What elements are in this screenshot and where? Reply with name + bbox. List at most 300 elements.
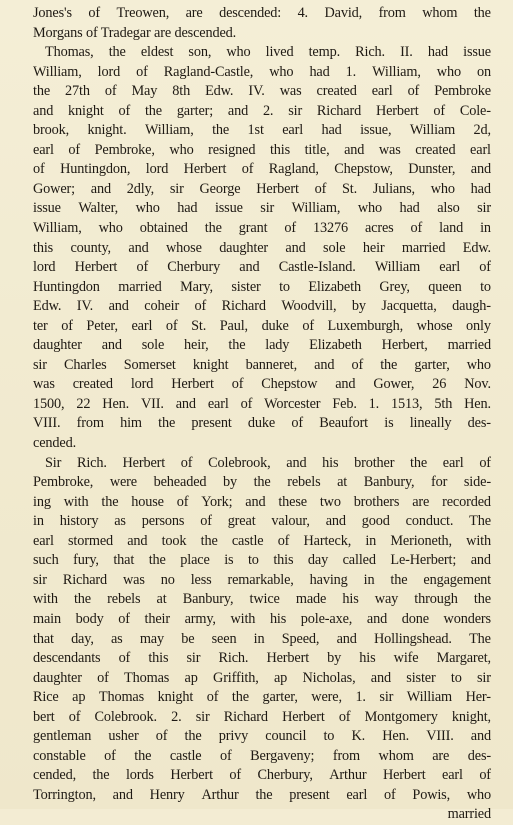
word: William,: [291, 200, 341, 217]
word: Richard: [316, 102, 362, 119]
word: Walter,: [78, 200, 119, 217]
word: constable: [33, 747, 86, 764]
word: of: [33, 161, 45, 178]
word: earl: [131, 317, 153, 334]
word: IV.: [248, 83, 265, 100]
word: Huntingdon,: [60, 161, 131, 178]
word: 13276: [312, 220, 348, 237]
word: William,: [372, 63, 421, 80]
word: pole-axe,: [300, 610, 353, 627]
word: grant: [238, 220, 268, 237]
word: history: [59, 513, 99, 530]
word: ap: [273, 669, 288, 686]
word: through: [414, 591, 458, 608]
word: castle: [169, 747, 202, 764]
word: Thomas: [124, 669, 170, 686]
word: created: [415, 141, 456, 158]
word: lords: [125, 767, 154, 784]
text-line: [33, 199, 491, 219]
word: sir: [33, 571, 47, 588]
word: Cole-: [459, 102, 491, 119]
word: lord: [130, 376, 154, 393]
word: Pembroke: [434, 83, 491, 100]
word: Herbert: [183, 161, 227, 178]
word: this: [269, 141, 291, 158]
word: Castle-Island.: [278, 259, 356, 276]
word: the: [410, 454, 428, 471]
word: Rich.: [76, 454, 107, 471]
word: Charles: [63, 356, 107, 373]
word: privy: [218, 728, 249, 745]
word: at: [156, 591, 167, 608]
word: called: [342, 552, 376, 569]
text-line: [33, 317, 491, 337]
word: daughter: [33, 669, 82, 686]
word: Hollingshead.: [373, 630, 452, 647]
word: the: [390, 571, 408, 588]
word: who: [135, 200, 160, 217]
word: 1st: [247, 122, 264, 139]
word: Herbert: [171, 376, 214, 393]
word: that: [113, 552, 135, 569]
word: temp.: [308, 44, 341, 61]
word: of: [68, 141, 81, 158]
word: took: [161, 532, 187, 549]
word: at: [337, 474, 348, 491]
word: of: [231, 376, 244, 393]
word: of: [338, 708, 351, 725]
word: ap: [72, 689, 86, 706]
word: and: [245, 493, 266, 510]
word: this: [273, 552, 294, 569]
text-line: [33, 278, 491, 298]
word: II.: [400, 44, 413, 61]
word: Rich.: [355, 44, 385, 61]
word: Luxemburgh,: [327, 317, 404, 334]
word: was: [378, 141, 401, 158]
word: sir: [260, 200, 275, 217]
word: 1.: [355, 689, 366, 706]
word: for: [431, 474, 448, 491]
word: earl: [207, 395, 229, 412]
word: Herbert: [382, 767, 426, 784]
text-line: [33, 395, 491, 415]
word: may: [139, 630, 164, 647]
word: also: [437, 200, 460, 217]
word: Herbert: [74, 259, 118, 276]
word: 4.: [297, 5, 308, 21]
text-line: [33, 551, 491, 571]
word: be: [181, 630, 195, 647]
word: earl: [439, 259, 461, 276]
word: descended:: [219, 5, 282, 21]
text-line: [33, 727, 491, 747]
word: Banbury,: [363, 474, 415, 491]
word: sir: [477, 200, 491, 217]
word: St.: [191, 317, 207, 334]
word: York;: [201, 493, 233, 510]
word: his: [269, 610, 287, 627]
line-text: Morgans of Tradegar are descended.: [33, 24, 237, 41]
word: who: [226, 44, 251, 61]
word: Jones's: [33, 5, 72, 21]
word: heir: [362, 239, 385, 256]
word: Richard: [223, 708, 268, 725]
word: lived: [265, 44, 294, 61]
word: issue,: [360, 122, 392, 139]
text-line: [33, 258, 491, 278]
word: as: [110, 630, 123, 647]
word: Beaufort: [319, 415, 369, 432]
word: the: [158, 415, 176, 432]
word: Thomas: [98, 689, 145, 706]
word: Margaret,: [436, 650, 491, 667]
word: of: [194, 298, 207, 315]
text-line: [33, 102, 491, 122]
word: 2.: [171, 708, 182, 725]
word: of: [284, 220, 296, 237]
text-line: [33, 532, 491, 552]
word: Her-: [465, 689, 491, 706]
word: valour,: [271, 513, 310, 530]
word: title,: [304, 141, 330, 158]
text-line: [33, 454, 491, 474]
word: earl: [33, 141, 54, 158]
word: his: [359, 650, 376, 667]
word: recorded: [442, 493, 491, 510]
word: ter: [33, 317, 48, 334]
word: married: [401, 239, 446, 256]
word: Herbert: [266, 650, 310, 667]
word: of: [104, 747, 116, 764]
word: of: [229, 767, 242, 784]
word: Herbert: [122, 454, 166, 471]
word: of: [176, 493, 189, 510]
word: the: [148, 552, 166, 569]
word: of: [277, 532, 290, 549]
word: of: [433, 102, 445, 119]
text-line: [33, 82, 491, 102]
word: Banbury,: [182, 591, 234, 608]
word: resigned: [208, 141, 256, 158]
word: and: [108, 298, 129, 315]
word: Thomas,: [45, 44, 94, 61]
word: sister: [231, 278, 261, 295]
word: 22: [76, 395, 91, 412]
word: William,: [144, 122, 194, 139]
text-line: [33, 649, 491, 669]
text-line: [33, 239, 491, 259]
word: was: [122, 571, 145, 588]
word: and: [470, 161, 491, 178]
word: were: [109, 474, 137, 491]
word: George: [199, 180, 241, 197]
word: of: [118, 650, 131, 667]
word: and: [470, 728, 491, 745]
word: The: [469, 630, 491, 647]
word: Colebrook,: [208, 454, 271, 471]
word: to: [279, 278, 290, 295]
word: sole: [141, 337, 165, 354]
word: 2.: [262, 102, 274, 119]
word: land: [439, 220, 464, 237]
word: Dunster,: [408, 161, 456, 178]
word: good: [361, 513, 390, 530]
catchword: [33, 805, 491, 825]
word: earl: [346, 786, 368, 803]
word: great: [227, 513, 256, 530]
word: ing: [33, 493, 51, 510]
word: des-: [467, 747, 491, 764]
text-line: [33, 688, 491, 708]
word: with: [63, 493, 89, 510]
word: Powis,: [412, 786, 451, 803]
word: county,: [70, 239, 111, 256]
word: Herbert: [170, 767, 213, 784]
word: Huntingdon: [33, 278, 100, 295]
word: Herbert: [375, 102, 419, 119]
word: Peter,: [86, 317, 118, 334]
word: in: [363, 571, 375, 588]
word: the: [144, 102, 162, 119]
word: who: [169, 141, 194, 158]
word: are: [412, 493, 430, 510]
word: of: [97, 669, 109, 686]
word: and: [325, 513, 346, 530]
word: duke: [247, 415, 276, 432]
word: Bergaveny;: [250, 747, 315, 764]
word: Hen.: [464, 395, 491, 412]
word: present: [289, 786, 330, 803]
word: Rice: [33, 689, 59, 706]
word: brook,: [33, 122, 70, 139]
word: remarkable,: [227, 571, 294, 588]
word: sole: [323, 239, 346, 256]
text-line: [33, 219, 491, 239]
word: and: [335, 376, 356, 393]
word: Jacquetta,: [381, 298, 437, 315]
word: sir: [477, 669, 491, 686]
word: Le-Herbert;: [390, 552, 457, 569]
word: from: [378, 5, 406, 21]
word: of: [410, 220, 423, 237]
word: two: [319, 493, 341, 510]
word: him: [120, 415, 142, 432]
word: 2dly,: [126, 180, 155, 197]
word: Elizabeth: [309, 337, 362, 354]
word: the: [255, 786, 273, 803]
word: The: [469, 513, 491, 530]
word: had: [177, 200, 198, 217]
word: had: [470, 180, 491, 197]
word: knight: [68, 102, 104, 119]
word: are: [432, 747, 450, 764]
word: to: [323, 728, 335, 745]
word: married: [118, 278, 162, 295]
word: sir: [379, 689, 394, 706]
text-line: [33, 766, 491, 786]
word: body: [75, 610, 104, 627]
word: 27th: [65, 83, 90, 100]
word: less: [190, 571, 212, 588]
word: of: [88, 5, 100, 21]
text-line: [33, 63, 491, 83]
word: created: [72, 376, 113, 393]
word: Montgomery: [364, 708, 438, 725]
word: with: [466, 532, 491, 549]
word: cended,: [33, 767, 77, 784]
word: Sir: [45, 454, 62, 471]
word: St.: [342, 180, 358, 197]
word: such: [33, 552, 59, 569]
text-line: [33, 669, 491, 689]
word: of: [61, 317, 73, 334]
word: Colebrook.: [94, 708, 157, 725]
word: queen: [428, 278, 462, 295]
word: Edw.: [462, 239, 491, 256]
word: Gower;: [33, 180, 75, 197]
word: brothers: [353, 493, 400, 510]
word: conduct.: [405, 513, 454, 530]
word: of: [240, 395, 253, 412]
word: way: [374, 591, 399, 608]
word: and: [314, 356, 335, 373]
word: Treowen,: [116, 5, 170, 21]
word: castle: [231, 532, 264, 549]
word: and: [344, 141, 365, 158]
word: VIII.: [33, 415, 61, 432]
word: the: [33, 83, 51, 100]
word: Chepstow,: [334, 161, 393, 178]
word: their: [144, 610, 170, 627]
word: in: [480, 220, 491, 237]
word: knight: [157, 689, 194, 706]
word: knight.: [87, 122, 127, 139]
word: obtained: [139, 220, 188, 237]
word: garter,: [262, 689, 298, 706]
text-line: [33, 493, 491, 513]
word: and: [112, 786, 133, 803]
word: the: [184, 728, 202, 745]
word: with: [230, 610, 256, 627]
word: wife: [393, 650, 419, 667]
word: whose: [416, 317, 453, 334]
word: VII.: [140, 395, 164, 412]
text-line: [33, 590, 491, 610]
word: 1513,: [391, 395, 423, 412]
word: sir: [288, 102, 303, 119]
word: rebels: [287, 474, 321, 491]
text-line: [33, 356, 491, 376]
word: the: [200, 532, 218, 549]
word: Elizabeth: [308, 278, 361, 295]
word: and: [90, 180, 111, 197]
word: Gower,: [373, 376, 415, 393]
word: and: [227, 102, 249, 119]
word: Ragland,: [268, 161, 319, 178]
word: and: [470, 552, 491, 569]
text-line: [33, 786, 491, 806]
word: and: [127, 532, 148, 549]
word: the: [101, 493, 119, 510]
word: Torrington,: [33, 786, 96, 803]
word: from: [332, 747, 361, 764]
word: daughter: [219, 239, 269, 256]
word: sir: [195, 708, 210, 725]
word: the: [73, 591, 91, 608]
line-text: cended.: [33, 435, 77, 452]
text-line: [33, 336, 491, 356]
word: by: [327, 650, 342, 667]
word: Mary,: [180, 278, 213, 295]
word: earl: [442, 454, 464, 471]
word: lord: [97, 63, 121, 80]
word: Chepstow: [261, 376, 318, 393]
word: earl: [442, 767, 463, 784]
word: lord: [145, 161, 169, 178]
word: had: [309, 63, 330, 80]
word: Grey,: [379, 278, 410, 295]
word: is: [384, 415, 394, 432]
word: Nov.: [464, 376, 491, 393]
word: Merioneth,: [390, 532, 452, 549]
word: who: [269, 63, 294, 80]
word: by: [223, 474, 237, 491]
word: of: [351, 356, 364, 373]
word: made: [295, 591, 327, 608]
text-line: [33, 160, 491, 180]
word: are: [185, 5, 203, 21]
word: by: [351, 298, 366, 315]
word: Ragland-Castle,: [163, 63, 254, 80]
text-line: [33, 121, 491, 141]
word: of: [136, 259, 149, 276]
word: 5th: [434, 395, 453, 412]
word: sir: [169, 180, 184, 197]
word: rebels: [107, 591, 141, 608]
word: issue: [463, 44, 491, 61]
word: created: [316, 83, 357, 100]
word: whom: [422, 5, 458, 21]
word: bert: [33, 708, 55, 725]
text-line: [33, 610, 491, 630]
word: Henry: [149, 786, 185, 803]
word: who: [430, 180, 455, 197]
word: Herbert: [256, 180, 299, 197]
word: Pembroke,: [33, 474, 94, 491]
word: the: [228, 337, 246, 354]
word: in: [33, 513, 44, 530]
word: the: [253, 474, 271, 491]
word: earl: [282, 122, 304, 139]
word: no: [160, 571, 175, 588]
word: lord: [33, 259, 56, 276]
word: of: [383, 786, 396, 803]
text-line: [33, 473, 491, 493]
word: were,: [311, 689, 342, 706]
word: the: [92, 767, 110, 784]
word: 8th: [172, 83, 191, 100]
word: the: [380, 356, 398, 373]
word: Richard: [221, 298, 266, 315]
word: who: [466, 786, 491, 803]
word: stormed: [68, 532, 114, 549]
word: and: [128, 239, 149, 256]
word: Harteck,: [303, 532, 352, 549]
word: fury,: [73, 552, 99, 569]
word: daughter: [33, 337, 82, 354]
word: and: [101, 337, 122, 354]
